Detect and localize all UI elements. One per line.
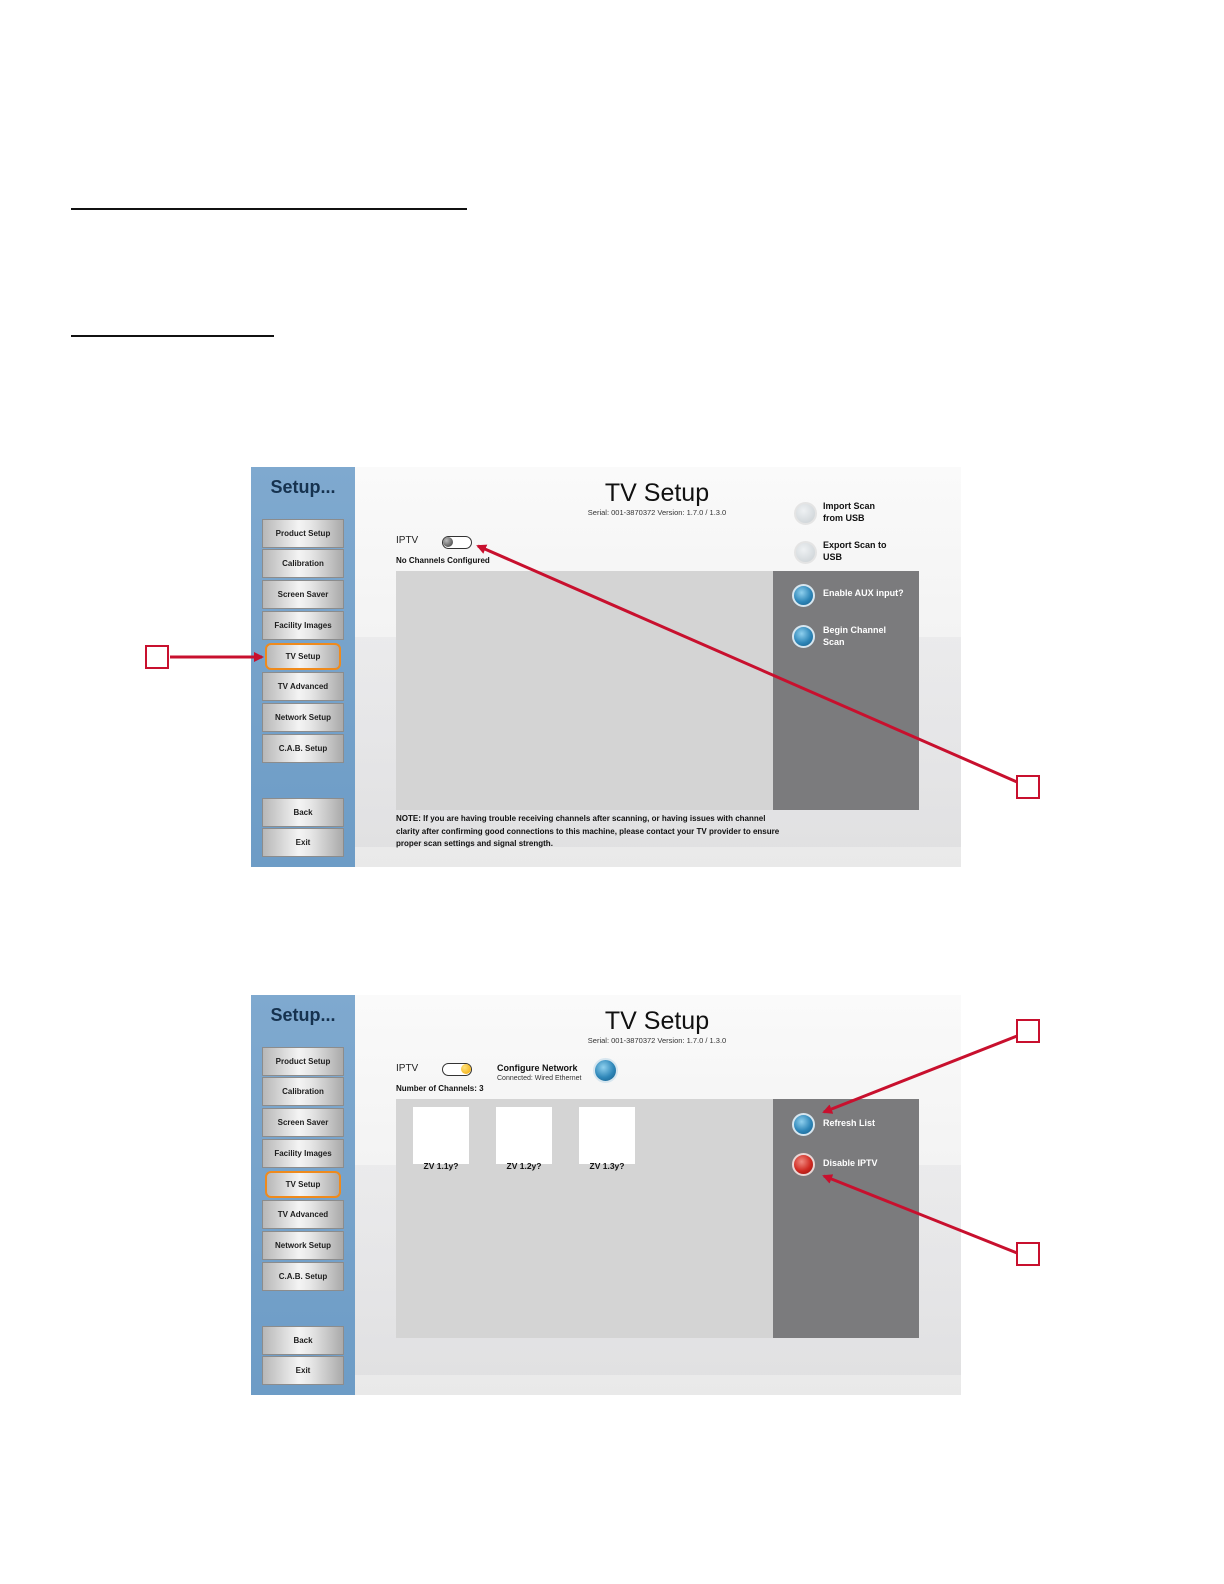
import-scan-label: Import Scan from USB bbox=[823, 501, 876, 523]
exit-button[interactable]: Exit bbox=[262, 828, 344, 857]
connection-status: Connected: Wired Ethernet bbox=[497, 1075, 582, 1082]
disable-iptv-label: Disable IPTV bbox=[823, 1158, 878, 1168]
callout-box bbox=[1016, 775, 1040, 799]
configure-network-label: Configure Network bbox=[497, 1063, 578, 1073]
callout-box bbox=[1016, 1019, 1040, 1043]
page-title: TV Setup bbox=[604, 1007, 710, 1035]
nav-calibration[interactable]: Calibration bbox=[262, 549, 344, 578]
arrow-to-iptv-toggle bbox=[478, 546, 1017, 782]
channel-label: ZV 1.1y? bbox=[423, 1161, 459, 1171]
nav-product-setup[interactable]: Product Setup bbox=[262, 519, 344, 548]
callout-box bbox=[1016, 1242, 1040, 1266]
nav-facility-images[interactable]: Facility Images bbox=[262, 1139, 344, 1168]
sidebar-heading: Setup... bbox=[270, 477, 336, 497]
nav-tv-setup[interactable]: TV Setup bbox=[265, 643, 341, 670]
back-button[interactable]: Back bbox=[262, 1326, 344, 1355]
channel-status: No Channels Configured bbox=[396, 556, 490, 565]
enable-aux-label: Enable AUX input? bbox=[823, 588, 904, 598]
iptv-label: IPTV bbox=[396, 1063, 419, 1074]
nav-facility-images[interactable]: Facility Images bbox=[262, 611, 344, 640]
nav-calibration[interactable]: Calibration bbox=[262, 1077, 344, 1106]
nav-cab-setup[interactable]: C.A.B. Setup bbox=[262, 1262, 344, 1291]
sidebar-heading: Setup... bbox=[270, 1005, 336, 1025]
nav-screen-saver[interactable]: Screen Saver bbox=[262, 1108, 344, 1137]
nav-network-setup[interactable]: Network Setup bbox=[262, 1231, 344, 1260]
channel-count: Number of Channels: 3 bbox=[396, 1084, 484, 1093]
channel-label: ZV 1.3y? bbox=[589, 1161, 625, 1171]
exit-button[interactable]: Exit bbox=[262, 1356, 344, 1385]
back-button[interactable]: Back bbox=[262, 798, 344, 827]
serial-version: Serial: 001-3870372 Version: 1.7.0 / 1.3.0 bbox=[587, 1036, 727, 1045]
callout-box bbox=[145, 645, 169, 669]
export-scan-label: Export Scan to USB bbox=[823, 540, 887, 562]
nav-network-setup[interactable]: Network Setup bbox=[262, 703, 344, 732]
arrow-to-refresh-list bbox=[824, 1036, 1017, 1112]
arrow-to-disable-iptv bbox=[824, 1176, 1017, 1253]
iptv-label: IPTV bbox=[396, 535, 419, 546]
nav-screen-saver[interactable]: Screen Saver bbox=[262, 580, 344, 609]
serial-version: Serial: 001-3870372 Version: 1.7.0 / 1.3.0 bbox=[587, 508, 727, 517]
nav-tv-advanced[interactable]: TV Advanced bbox=[262, 1200, 344, 1229]
scan-note: NOTE: If you are having trouble receiving channels after scanning, or having issues with channel clarity after confirming good connections to this machine, please contact your TV provider to ensure proper scan settings and signal strength. bbox=[396, 814, 780, 848]
nav-tv-setup[interactable]: TV Setup bbox=[265, 1171, 341, 1198]
begin-channel-scan-label: Begin Channel Scan bbox=[823, 625, 887, 647]
refresh-list-label: Refresh List bbox=[823, 1118, 876, 1128]
nav-cab-setup[interactable]: C.A.B. Setup bbox=[262, 734, 344, 763]
nav-tv-advanced[interactable]: TV Advanced bbox=[262, 672, 344, 701]
page-title: TV Setup bbox=[604, 479, 710, 507]
channel-label: ZV 1.2y? bbox=[506, 1161, 542, 1171]
nav-product-setup[interactable]: Product Setup bbox=[262, 1047, 344, 1076]
